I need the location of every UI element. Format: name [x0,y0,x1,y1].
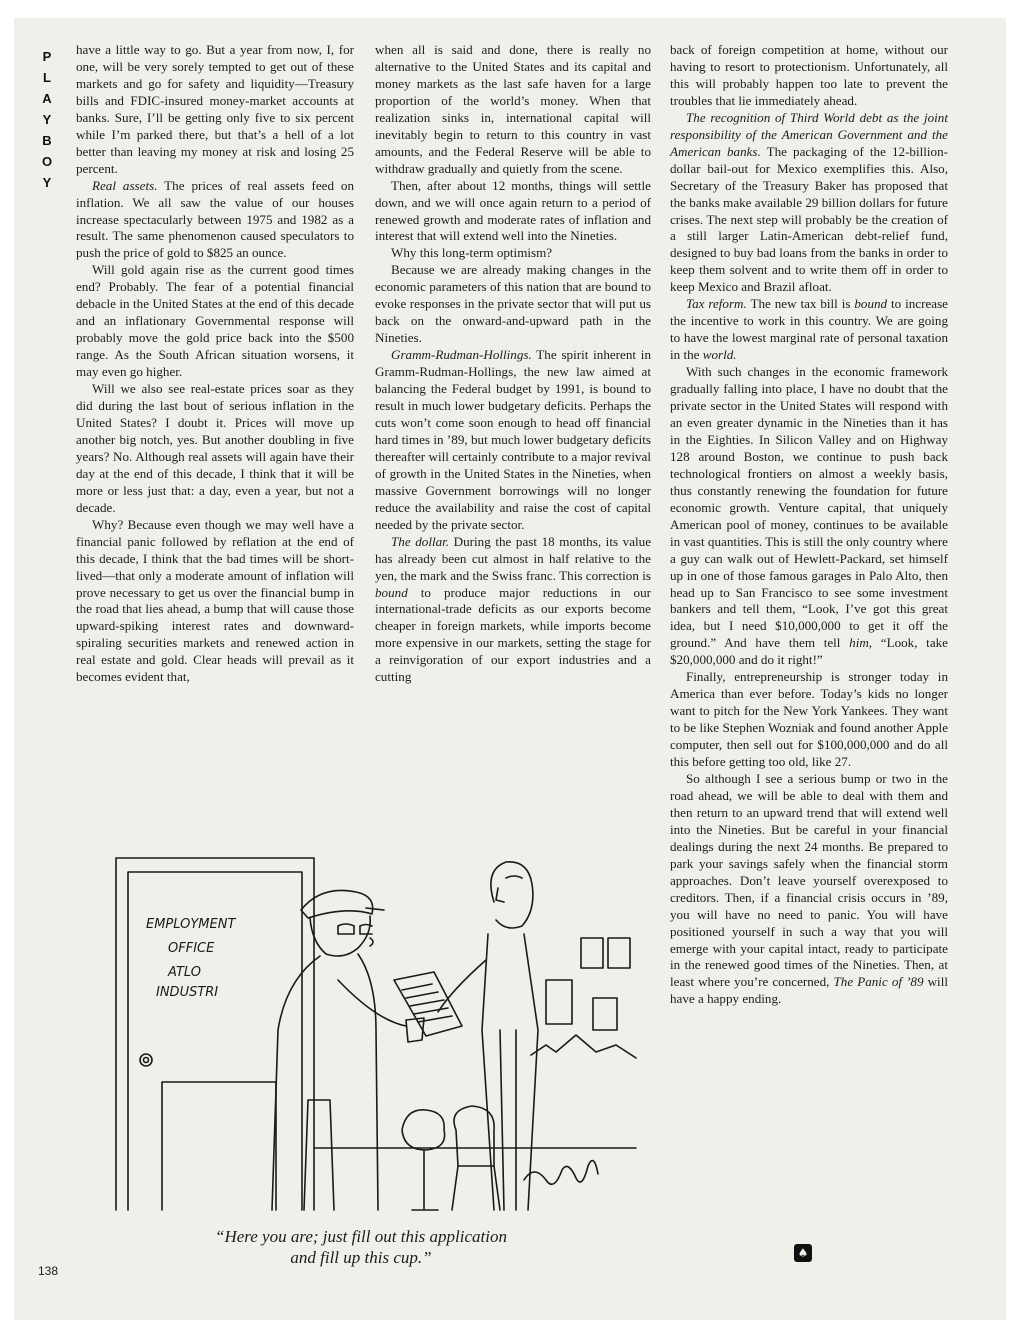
section-runin: Gramm-Rudman-Hollings. [391,347,532,363]
paragraph-text: The packaging of the 12-billion-dollar bail-out for Mexico exemplifies this. Also, Secretary of the Treasury Baker has proposed that the banks make available 29 billion dollars for future crises. The next step will probably be the creation of a still larger Latin-American debt-relief fund, designed to buy bad loans from the banks in order to keep them solvent and to write them off in order to keep Mexico and Brazil afloat. [670,143,948,295]
rabbit-head-end-mark-icon: ♠ [794,1244,812,1262]
article-column-3 [670,42,948,1008]
section-runin: Real assets. [92,177,158,193]
wall-picture [546,980,572,1024]
paragraph-text: The new tax bill is [746,296,855,312]
paragraph: Because we are already making changes in the economic parameters of this nation that are bound to evoke responses in the private sector that will put us back on the onward-and-upward path in the Nineties. [375,262,651,346]
magazine-letter: P [42,49,52,64]
paragraph-text: The prices of real assets feed on inflation. We all saw the value of our houses increase spectacularly between 1975 and 1982 as a result. The same phenomenon caused speculators to push the price of gold to $825 an ounce. [76,177,355,261]
paragraph [76,178,354,263]
paragraph: Then, after about 12 months, things will settle down, and we will once again return to a period of renewed growth and moderate rates of inflation and interest that will extend well into the Nineties. [375,177,651,244]
paragraph-text: During the past 18 months, its value has already been cut almost in half relative to the yen, the mark and the Swiss franc. This correction is [375,533,651,583]
paragraph-text: will have a happy ending. [670,974,948,1007]
paragraph-text: to produce major reductions in our international-trade deficits as our exports become cheaper in foreign markets, while imports become more expensive in our markets, setting the stage for a reinvigoration of our export industries and a cutting [375,584,651,685]
paragraph [375,534,651,687]
door-sign-line: ATLO [168,965,201,980]
paragraph: Why? Because even though we may well have a financial panic followed by reflation at the end of this decade, I think that the bad times will be short-lived—that only a moderate amount of inflation will prove necessary to get us over the financial bump in the road that lies ahead, a bump that will cause those upward-spiking interest rates and downward-spiraling securities markets and renewed action in real estate and gold. Clear heads will prevail as it becomes evident that, [76,516,354,685]
section-runin: Tax reform. [686,296,747,312]
cartoon-caption [76,1226,646,1268]
door-sign-line: OFFICE [168,941,215,956]
section-runin: The recognition of Third World debt as the joint responsibility of the American Government and the American banks. [670,109,948,159]
paragraph-text: So although I see a serious bump or two in the road ahead, we will be able to deal with them and then return to an upward trend that will extend well into the Nineties. But be careful in your financial dealings during the next 24 months. Be prepared to park your savings safely when the financial storm approaches. Don’t leave yourself overexposed to creditors. Then, if a financial crisis occurs in ’89, you will have no need to panic. You will have positioned yourself in such a way that you will emerge with your capital intact, ready to participate in the renewed good times of the Nineties. Then, at least where you’re concerned, [670,770,948,990]
door-sign-line: INDUSTRI [156,985,219,1000]
door-sign-line: EMPLOYMENT [146,917,236,932]
paragraph: Will we also see real-estate prices soar as they did during the last bout of serious inflation in the United States? I doubt it. Prices will move up another big notch, yes. But another doubling in five years? No. Although real assets will again have their day at the end of this decade, I think that it will be more or less just that: a day, even a year, but not a decade. [76,381,354,515]
emphasis: bound [854,296,888,312]
paragraph: back of foreign competition at home, without our having to resort to protectionism. Unfortunately, all this will probably happen too late to prevent the troubles that lie immediately ahead. [670,42,948,108]
paragraph [670,296,948,364]
magazine-letter: A [42,91,52,106]
door-panel [162,1082,276,1210]
paragraph: Finally, entrepreneurship is stronger today in America than ever before. Today’s kids no longer want to pitch for the New York Yankees. They want to be like Stephen Wozniak and found another Apple computer, then sell out for $100,000,000 and do all this before getting too old, like 27. [670,669,948,770]
paragraph: Why this long-term optimism? [391,245,553,261]
wall-picture [593,998,617,1030]
paragraph-text: With such changes in the economic framework gradually falling into place, I have no doubt that the private sector in the United States will respond with an even greater dynamic in the Nineties than it has in the Eighties. In Silicon Valley and on Highway 128 around Boston, we continue to push back technological frontiers on almost a weekly basis, thus constantly renewing the foundation for future economic growth. Venture capital, that uniquely American pool of money, continues to be available in vast quantities. This is still the only country where a guy can walk out of Hewlett-Packard, set himself up in one of those famous garages in Palo Alto, then head up to San Francisco to see some investment bankers and tell them, “Look, I’ve got this great idea, but I need $10,000,000 to get it off the ground.” And have them tell [670,364,948,651]
applicant-arm [438,960,486,1012]
paragraph-text: to increase the incentive to work in this country. We are going to have the lowest marginal rate of personal taxation in the [670,296,948,363]
clerk-face [310,916,370,956]
magazine-page [14,18,1006,1320]
applicant-body [482,934,538,1210]
magazine-letter: O [41,154,53,169]
magazine-letter: B [42,133,52,148]
paragraph [375,347,651,533]
magazine-letter: Y [42,175,52,190]
artist-signature [524,1161,598,1185]
emphasis: world. [702,347,737,363]
wall-picture [608,938,630,968]
door-knob [140,1054,152,1066]
paragraph-text: The spirit inherent in Gramm-Rudman-Hollings, the new law aimed at balancing the Federal budget by 1991, is bound to result in much lower budgetary deficits. Perhaps the cuts won’t come soon enough to head off financial hard times in ’89, but much lower budgetary deficits thereafter will certainly contribute to a major revival of growth in the United States in the Nineties, when massive Government borrowings will no longer reduce the availability and raise the cost of capital needed by the private sector. [375,347,651,532]
paragraph: Will gold again rise as the current good times end? Probably. The fear of a potential financial debacle in the United States at the end of this decade and an inflationary Governmental response will probably move the gold price back into the $500 range. As the South African situation worsens, it may even go higher. [76,262,354,380]
door-frame [116,858,314,1210]
paragraph [670,110,948,296]
emphasis: him, [849,635,873,651]
magazine-letter: Y [42,112,52,127]
paragraph: have a little way to go. But a year from now, I, for one, will be very sorely tempted to get out of these markets and go for safety and liquidity—Treasury bills and FDIC-insured money-market accounts at banks. Sure, I’ll be getting only five to six percent while I’m parked there, but that’s a hell of a lot better than leaving my money at risk and losing 25 percent. [76,42,354,176]
wall-picture [581,938,603,968]
paragraph: when all is said and done, there is really no alternative to the United States and its capital and money markets as the last safe haven for a large proportion of the world’s money. When that realization sinks in, international capital will inevitably begin to return to this country in vast amounts, and the Federal Reserve will be able to withdraw gradually and quietly from the scene. [375,42,651,176]
paragraph [670,364,948,669]
emphasis: bound [375,584,408,600]
paragraph [670,771,948,1008]
caption-line: “Here you are; just fill out this application [215,1227,507,1246]
paragraph-text: “Look, take $20,000,000 and do it right!” [670,635,948,668]
caption-line: and fill up this cup.” [290,1248,432,1267]
article-column-1 [76,42,354,686]
clerk-cap [301,890,373,918]
article-column-2 [375,42,651,686]
magazine-letter: L [43,70,51,85]
magazine-name-vertical [34,46,60,193]
clerk-body [272,954,378,1210]
page-number: 138 [38,1264,59,1278]
article-title-reference: The Panic of ’89 [833,974,924,990]
cartoon-illustration [76,830,646,1220]
section-runin: The dollar. [391,533,450,549]
office-plant [402,1110,445,1150]
